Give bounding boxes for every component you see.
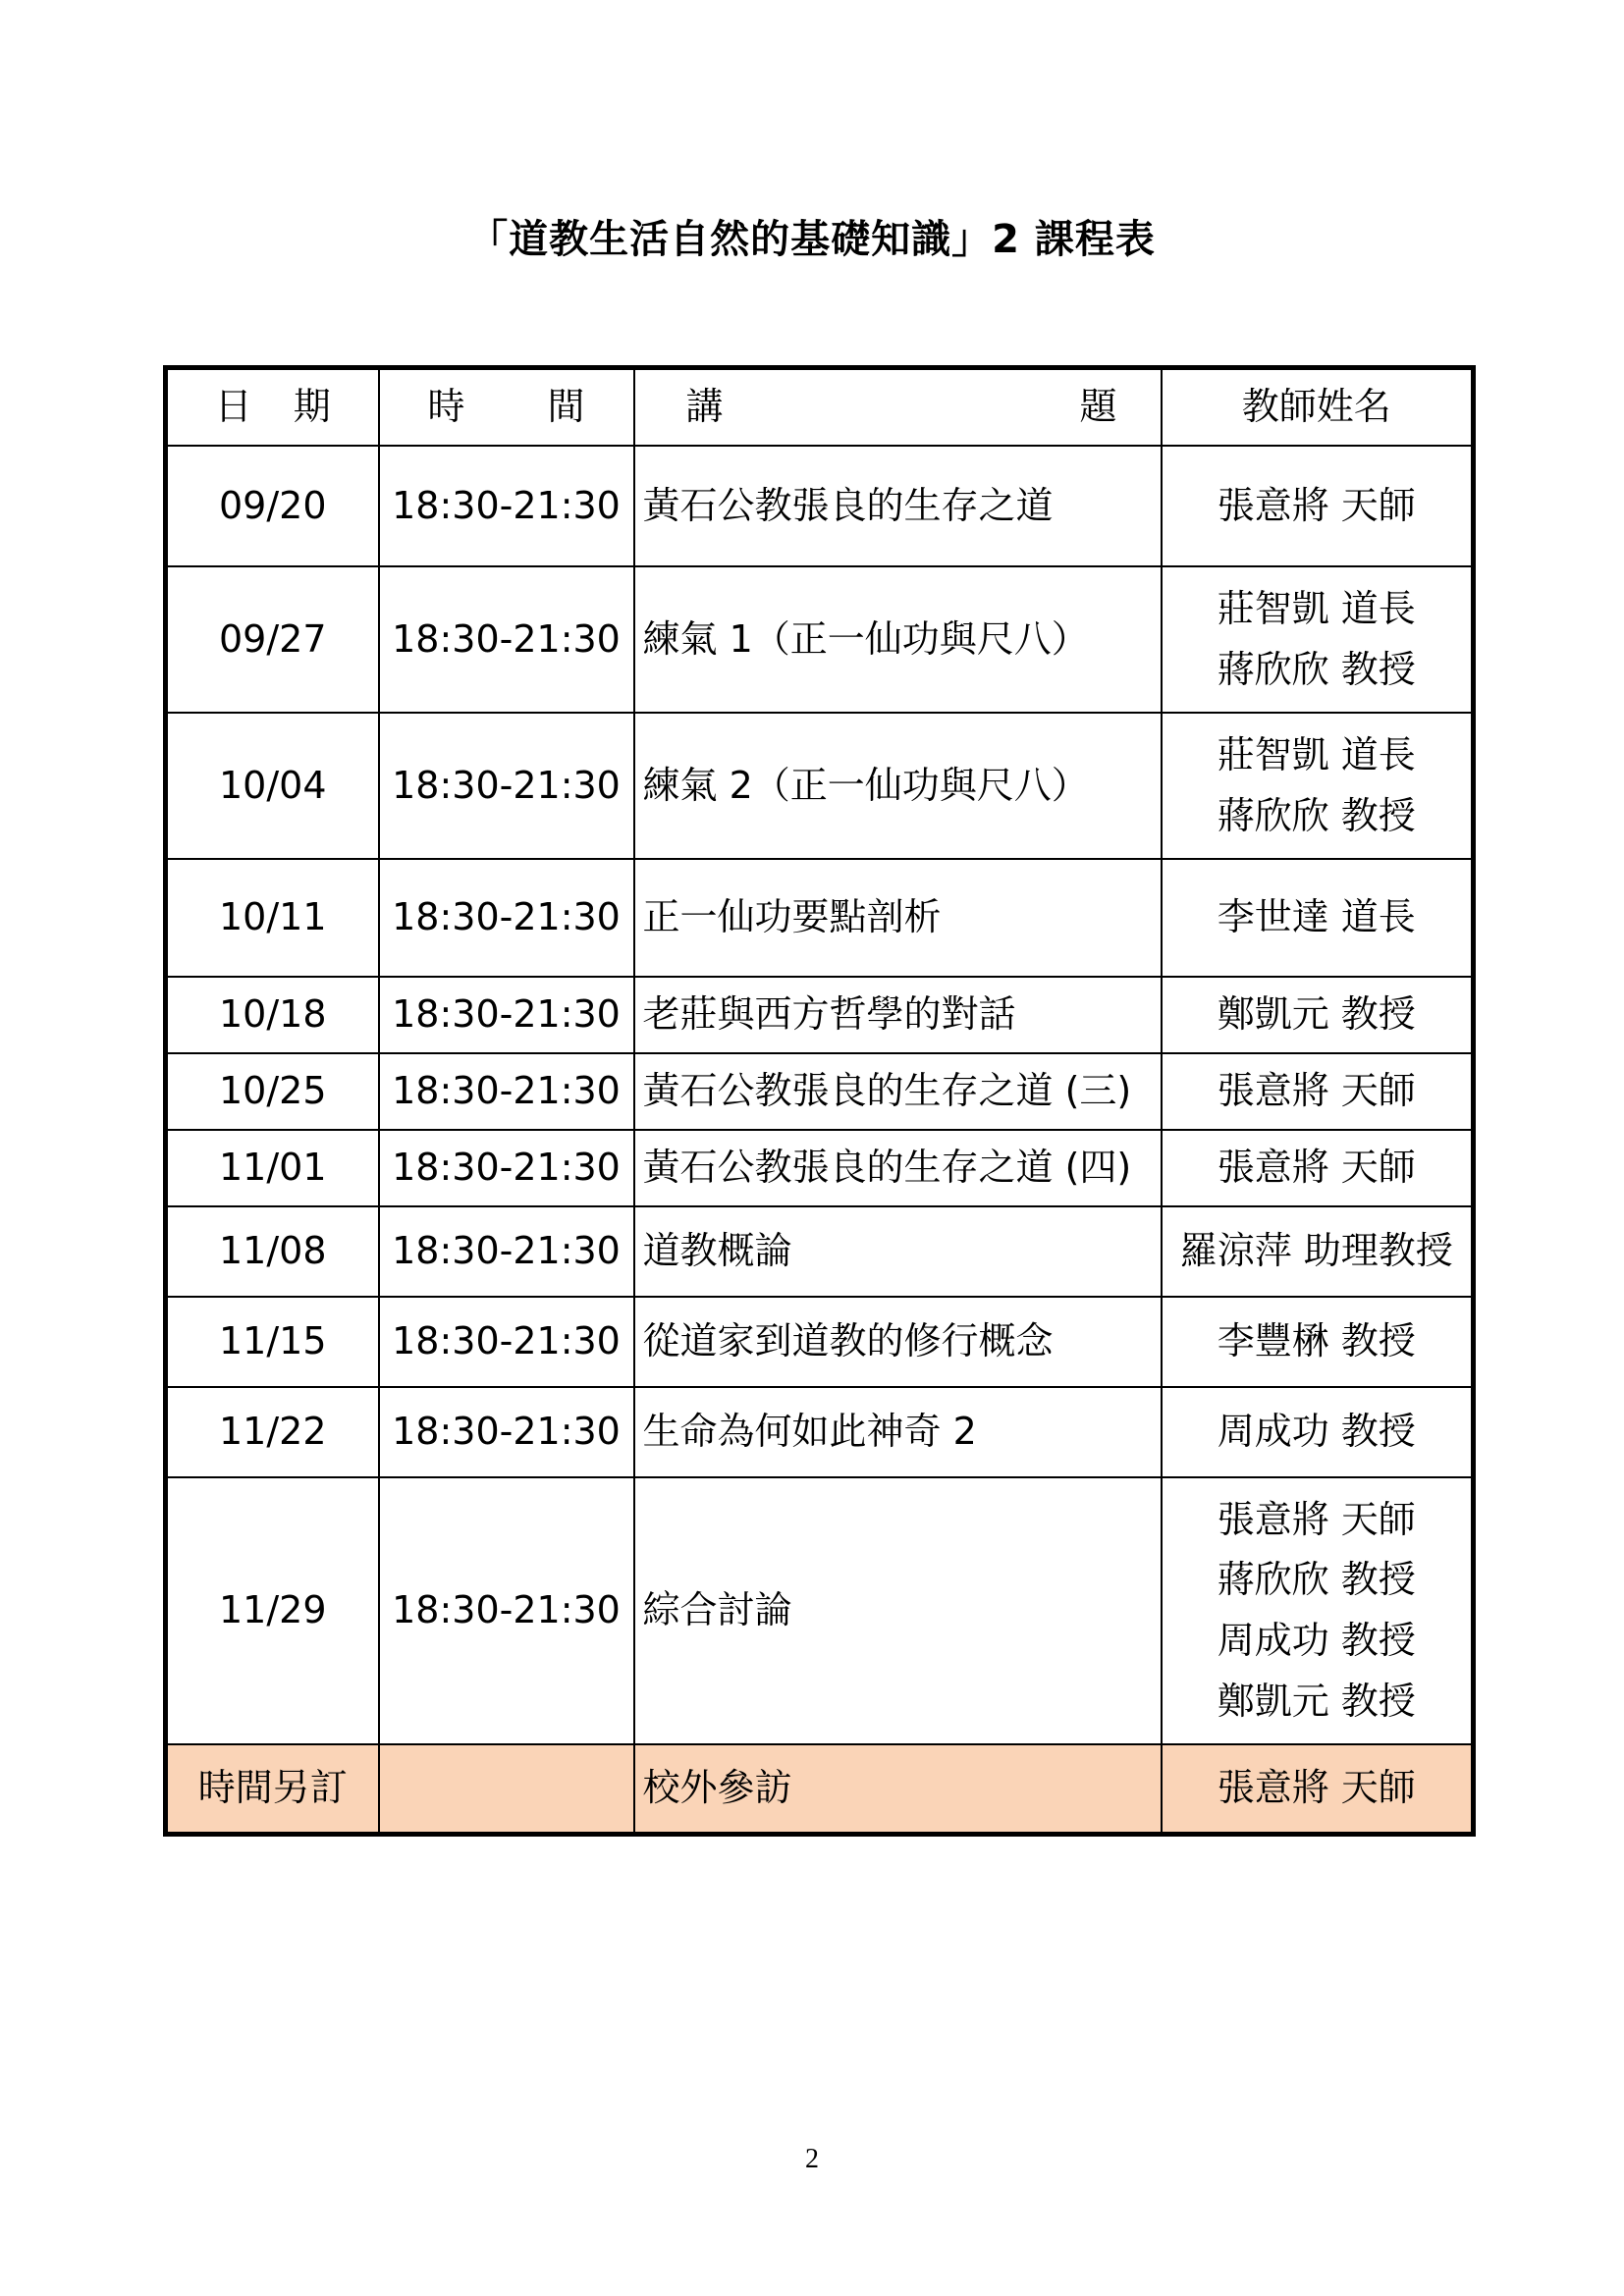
row-topic: 練氣 2（正一仙功與尺八） <box>634 713 1162 859</box>
table-header-row <box>166 368 1474 447</box>
row-date: 09/20 <box>166 446 379 566</box>
row-time: 18:30-21:30 <box>379 1130 634 1206</box>
row-topic: 道教概論 <box>634 1206 1162 1297</box>
row-date: 11/01 <box>166 1130 379 1206</box>
table-row <box>166 1297 1474 1387</box>
row-teachers <box>1162 566 1474 713</box>
row-topic: 黃石公教張良的生存之道 (三) <box>634 1053 1162 1130</box>
teacher-name: 張意將 天師 <box>1217 1497 1416 1541</box>
teacher-name: 蔣欣欣 教授 <box>1217 793 1416 837</box>
schedule-rows <box>166 446 1474 1744</box>
row-date: 09/27 <box>166 566 379 713</box>
table-row <box>166 1477 1474 1744</box>
row-teachers <box>1162 1053 1474 1130</box>
page-number: 2 <box>805 2144 819 2174</box>
teacher-name: 周成功 教授 <box>1217 1410 1416 1454</box>
row-topic: 生命為何如此神奇 2 <box>634 1387 1162 1477</box>
table-row <box>166 713 1474 859</box>
row-teachers <box>1162 446 1474 566</box>
table-row <box>166 1387 1474 1477</box>
row-topic: 黃石公教張良的生存之道 <box>634 446 1162 566</box>
row-teacher: 張意將 天師 <box>1162 1744 1474 1835</box>
teacher-name: 蔣欣欣 教授 <box>1217 647 1416 691</box>
row-teachers <box>1162 1387 1474 1477</box>
table-row <box>166 859 1474 977</box>
row-teachers <box>1162 713 1474 859</box>
teacher-name: 張意將 天師 <box>1217 1069 1416 1113</box>
row-time: 18:30-21:30 <box>379 1053 634 1130</box>
row-time: 18:30-21:30 <box>379 566 634 713</box>
teacher-name: 鄭凱元 教授 <box>1217 992 1416 1037</box>
row-date: 10/04 <box>166 713 379 859</box>
row-teachers <box>1162 1297 1474 1387</box>
row-teachers <box>1162 1130 1474 1206</box>
row-date: 11/08 <box>166 1206 379 1297</box>
row-time: 18:30-21:30 <box>379 713 634 859</box>
row-time: 18:30-21:30 <box>379 1477 634 1744</box>
row-topic: 從道家到道教的修行概念 <box>634 1297 1162 1387</box>
row-date: 11/29 <box>166 1477 379 1744</box>
teacher-name: 李世達 道長 <box>1217 895 1416 939</box>
table-row <box>166 1206 1474 1297</box>
teacher-name: 鄭凱元 教授 <box>1217 1679 1416 1723</box>
table-row <box>166 977 1474 1053</box>
table-row <box>166 1130 1474 1206</box>
row-date: 10/11 <box>166 859 379 977</box>
row-teachers <box>1162 1477 1474 1744</box>
row-teachers <box>1162 859 1474 977</box>
row-topic: 練氣 1（正一仙功與尺八） <box>634 566 1162 713</box>
row-date: 10/25 <box>166 1053 379 1130</box>
table-row-offsite-visit <box>166 1744 1474 1835</box>
row-date: 10/18 <box>166 977 379 1053</box>
teacher-name: 李豐楙 教授 <box>1217 1319 1416 1363</box>
row-time: 18:30-21:30 <box>379 977 634 1053</box>
teacher-name: 羅涼萍 助理教授 <box>1179 1229 1453 1273</box>
row-date: 時間另訂 <box>166 1744 379 1835</box>
teacher-name: 張意將 天師 <box>1217 1146 1416 1190</box>
row-topic: 黃石公教張良的生存之道 (四) <box>634 1130 1162 1206</box>
row-time: 18:30-21:30 <box>379 446 634 566</box>
row-topic: 老莊與西方哲學的對話 <box>634 977 1162 1053</box>
teacher-name: 周成功 教授 <box>1217 1619 1416 1662</box>
row-teachers <box>1162 977 1474 1053</box>
row-time: 18:30-21:30 <box>379 859 634 977</box>
teacher-name: 蔣欣欣 教授 <box>1217 1558 1416 1602</box>
course-schedule-table <box>163 365 1476 1837</box>
header-date: 日 期 <box>166 368 379 447</box>
row-topic: 綜合討論 <box>634 1477 1162 1744</box>
row-time: 18:30-21:30 <box>379 1387 634 1477</box>
teacher-name: 莊智凱 道長 <box>1217 732 1416 776</box>
header-topic: 講 題 <box>634 368 1162 447</box>
row-date: 11/15 <box>166 1297 379 1387</box>
page-title: 「道教生活自然的基礎知識」2 課程表 <box>468 217 1156 262</box>
table-row <box>166 566 1474 713</box>
table-row <box>166 446 1474 566</box>
row-time <box>379 1744 634 1835</box>
header-teacher: 教師姓名 <box>1162 368 1474 447</box>
teacher-name: 莊智凱 道長 <box>1217 586 1416 630</box>
row-teachers <box>1162 1206 1474 1297</box>
table-row <box>166 1053 1474 1130</box>
teacher-name: 張意將 天師 <box>1217 483 1416 527</box>
row-date: 11/22 <box>166 1387 379 1477</box>
row-time: 18:30-21:30 <box>379 1297 634 1387</box>
row-time: 18:30-21:30 <box>379 1206 634 1297</box>
header-time: 時 間 <box>379 368 634 447</box>
row-topic: 校外參訪 <box>634 1744 1162 1835</box>
row-topic: 正一仙功要點剖析 <box>634 859 1162 977</box>
